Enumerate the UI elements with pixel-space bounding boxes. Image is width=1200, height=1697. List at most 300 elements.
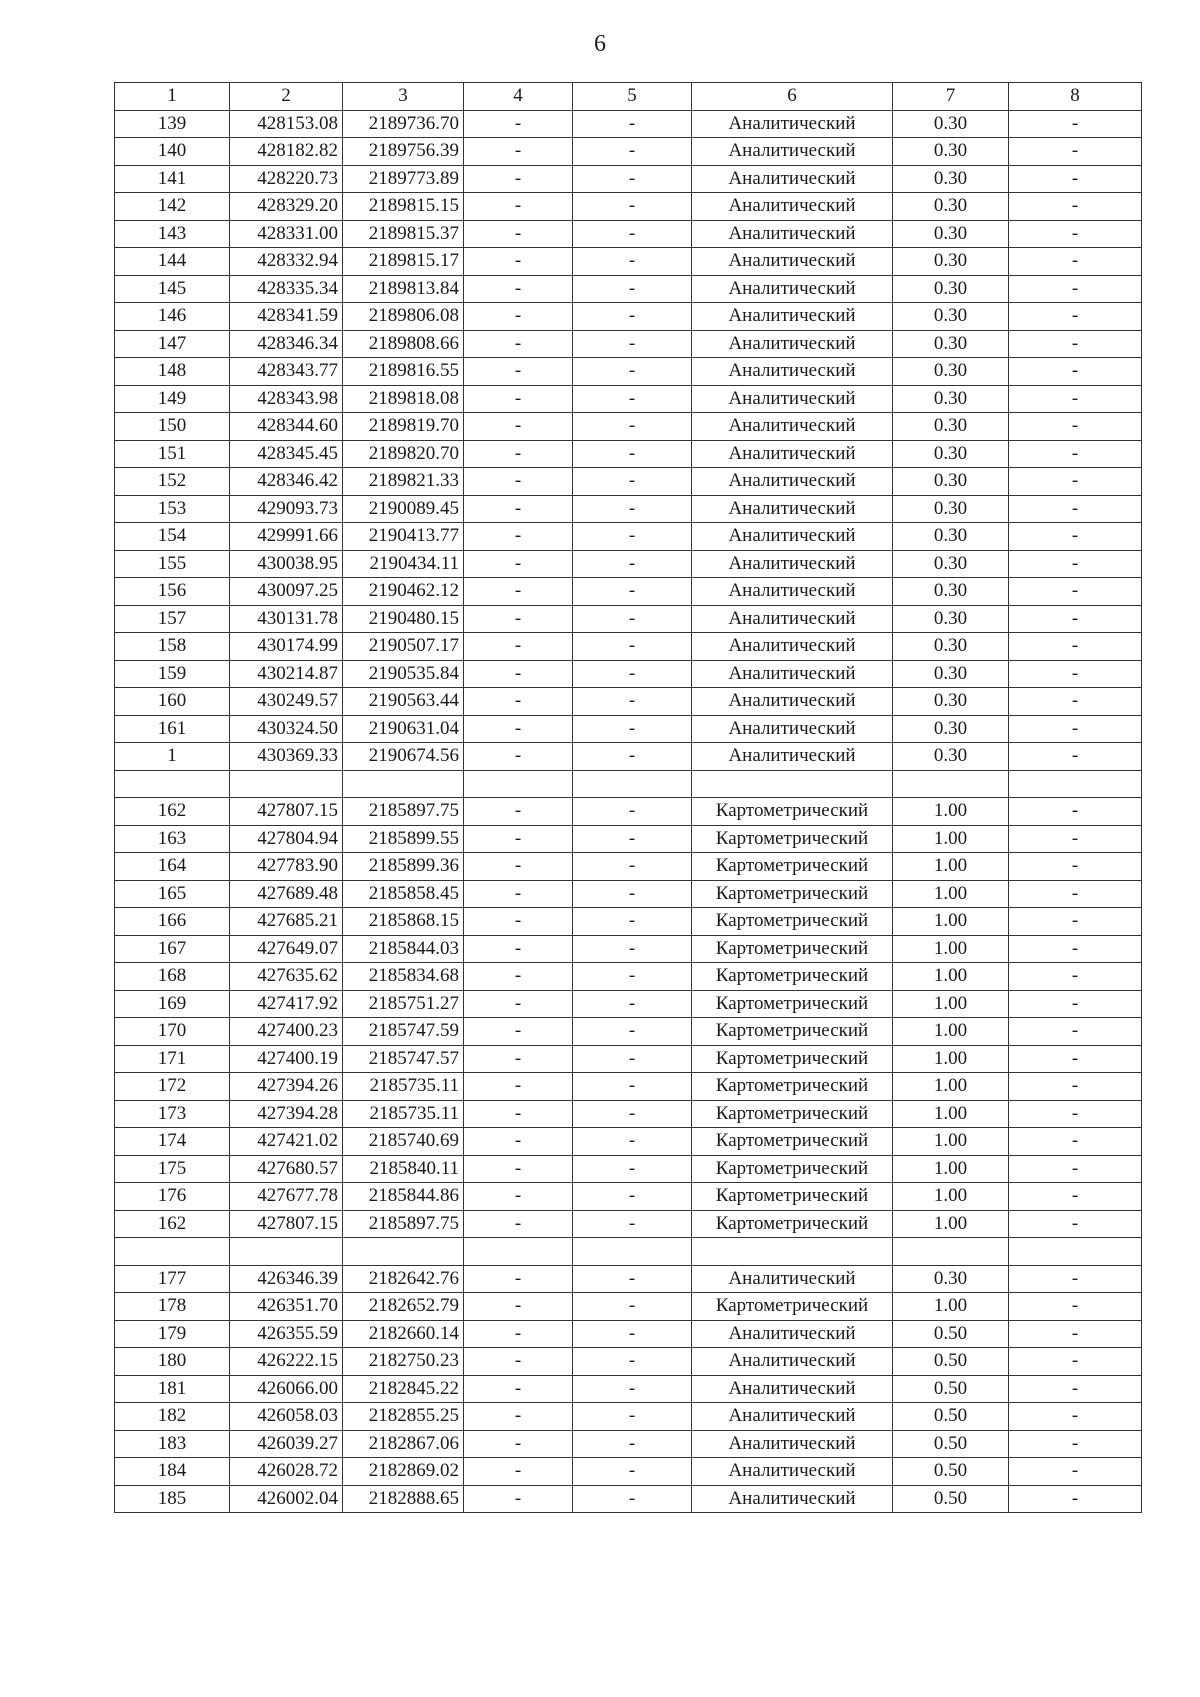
accuracy-cell: 1.00 xyxy=(893,853,1009,881)
accuracy-cell xyxy=(893,770,1009,798)
table-row xyxy=(115,853,1142,881)
accuracy-cell: 0.50 xyxy=(893,1485,1009,1513)
col-8-value-cell: - xyxy=(1009,165,1142,193)
col-8-value-cell: - xyxy=(1009,523,1142,551)
col-5-value-cell xyxy=(573,770,692,798)
accuracy-cell: 1.00 xyxy=(893,1183,1009,1211)
method-cell: Аналитический xyxy=(692,550,893,578)
point-number-cell: 154 xyxy=(115,523,230,551)
col-8-value-cell: - xyxy=(1009,110,1142,138)
col-5-value-cell: - xyxy=(573,110,692,138)
col-5-value-cell: - xyxy=(573,495,692,523)
point-number-cell: 157 xyxy=(115,605,230,633)
coord-x-cell: 430249.57 xyxy=(230,688,343,716)
col-5-value-cell: - xyxy=(573,908,692,936)
coord-x-cell: 426346.39 xyxy=(230,1265,343,1293)
table-row xyxy=(115,468,1142,496)
method-cell: Аналитический xyxy=(692,688,893,716)
col-4-value-cell: - xyxy=(464,303,573,331)
col-4-value-cell: - xyxy=(464,193,573,221)
coord-x-cell: 426066.00 xyxy=(230,1375,343,1403)
col-8-value-cell: - xyxy=(1009,853,1142,881)
table-row xyxy=(115,825,1142,853)
coord-y-cell: 2182867.06 xyxy=(343,1430,464,1458)
coord-y-cell: 2190535.84 xyxy=(343,660,464,688)
method-cell: Картометрический xyxy=(692,1155,893,1183)
col-8-value-cell: - xyxy=(1009,990,1142,1018)
table-row xyxy=(115,1375,1142,1403)
coord-y-cell: 2189815.15 xyxy=(343,193,464,221)
method-cell: Аналитический xyxy=(692,138,893,166)
accuracy-cell: 0.30 xyxy=(893,138,1009,166)
col-4-value-cell: - xyxy=(464,1403,573,1431)
coord-y-cell: 2185844.86 xyxy=(343,1183,464,1211)
point-number-cell: 169 xyxy=(115,990,230,1018)
coord-y-cell xyxy=(343,770,464,798)
col-4-value-cell: - xyxy=(464,523,573,551)
col-5-value-cell: - xyxy=(573,440,692,468)
col-4-value-cell: - xyxy=(464,138,573,166)
accuracy-cell: 1.00 xyxy=(893,1073,1009,1101)
table-row xyxy=(115,303,1142,331)
point-number-cell: 144 xyxy=(115,248,230,276)
coord-x-cell: 428329.20 xyxy=(230,193,343,221)
header-cell: 5 xyxy=(573,83,692,111)
coord-x-cell: 429991.66 xyxy=(230,523,343,551)
method-cell: Картометрический xyxy=(692,908,893,936)
col-4-value-cell: - xyxy=(464,935,573,963)
method-cell: Картометрический xyxy=(692,1183,893,1211)
accuracy-cell: 1.00 xyxy=(893,1128,1009,1156)
table-row xyxy=(115,523,1142,551)
col-8-value-cell: - xyxy=(1009,440,1142,468)
col-5-value-cell: - xyxy=(573,1458,692,1486)
table-row xyxy=(115,1293,1142,1321)
col-8-value-cell: - xyxy=(1009,358,1142,386)
col-5-value-cell: - xyxy=(573,963,692,991)
col-4-value-cell xyxy=(464,770,573,798)
table-row xyxy=(115,1348,1142,1376)
col-4-value-cell: - xyxy=(464,358,573,386)
col-4-value-cell: - xyxy=(464,1045,573,1073)
coord-y-cell: 2189820.70 xyxy=(343,440,464,468)
method-cell: Картометрический xyxy=(692,853,893,881)
point-number-cell: 153 xyxy=(115,495,230,523)
col-5-value-cell: - xyxy=(573,1210,692,1238)
method-cell: Аналитический xyxy=(692,605,893,633)
coord-y-cell: 2189821.33 xyxy=(343,468,464,496)
method-cell: Картометрический xyxy=(692,1210,893,1238)
coord-x-cell: 427394.28 xyxy=(230,1100,343,1128)
coord-y-cell: 2189808.66 xyxy=(343,330,464,358)
point-number-cell: 143 xyxy=(115,220,230,248)
col-8-value-cell: - xyxy=(1009,248,1142,276)
point-number-cell: 141 xyxy=(115,165,230,193)
coord-y-cell: 2185735.11 xyxy=(343,1100,464,1128)
col-5-value-cell: - xyxy=(573,1128,692,1156)
point-number-cell: 181 xyxy=(115,1375,230,1403)
col-5-value-cell: - xyxy=(573,605,692,633)
col-4-value-cell: - xyxy=(464,880,573,908)
col-8-value-cell: - xyxy=(1009,935,1142,963)
coord-x-cell xyxy=(230,770,343,798)
coord-y-cell: 2185897.75 xyxy=(343,1210,464,1238)
col-4-value-cell: - xyxy=(464,605,573,633)
table-row xyxy=(115,220,1142,248)
accuracy-cell: 0.30 xyxy=(893,633,1009,661)
accuracy-cell: 0.30 xyxy=(893,550,1009,578)
col-5-value-cell: - xyxy=(573,743,692,771)
point-number-cell: 142 xyxy=(115,193,230,221)
coord-y-cell: 2185844.03 xyxy=(343,935,464,963)
coord-y-cell: 2185899.55 xyxy=(343,825,464,853)
coord-x-cell: 427807.15 xyxy=(230,1210,343,1238)
point-number-cell: 184 xyxy=(115,1458,230,1486)
table-row xyxy=(115,990,1142,1018)
col-4-value-cell: - xyxy=(464,165,573,193)
coord-y-cell: 2185834.68 xyxy=(343,963,464,991)
col-4-value-cell: - xyxy=(464,220,573,248)
table-row xyxy=(115,550,1142,578)
point-number-cell: 150 xyxy=(115,413,230,441)
col-5-value-cell: - xyxy=(573,248,692,276)
col-4-value-cell: - xyxy=(464,798,573,826)
point-number-cell: 164 xyxy=(115,853,230,881)
table-row xyxy=(115,688,1142,716)
method-cell: Аналитический xyxy=(692,1403,893,1431)
col-5-value-cell: - xyxy=(573,1155,692,1183)
header-cell: 4 xyxy=(464,83,573,111)
col-5-value-cell: - xyxy=(573,550,692,578)
coord-x-cell: 428344.60 xyxy=(230,413,343,441)
accuracy-cell: 0.50 xyxy=(893,1403,1009,1431)
point-number-cell: 170 xyxy=(115,1018,230,1046)
col-8-value-cell: - xyxy=(1009,1485,1142,1513)
table-row xyxy=(115,385,1142,413)
table-row xyxy=(115,1018,1142,1046)
coord-x-cell: 428343.98 xyxy=(230,385,343,413)
method-cell: Аналитический xyxy=(692,303,893,331)
col-4-value-cell: - xyxy=(464,1265,573,1293)
header-cell: 8 xyxy=(1009,83,1142,111)
col-8-value-cell: - xyxy=(1009,1293,1142,1321)
accuracy-cell: 0.30 xyxy=(893,523,1009,551)
coord-x-cell: 426039.27 xyxy=(230,1430,343,1458)
col-4-value-cell: - xyxy=(464,550,573,578)
accuracy-cell: 1.00 xyxy=(893,798,1009,826)
col-8-value-cell: - xyxy=(1009,1210,1142,1238)
point-number-cell: 159 xyxy=(115,660,230,688)
coord-y-cell: 2185740.69 xyxy=(343,1128,464,1156)
col-8-value-cell: - xyxy=(1009,330,1142,358)
point-number-cell: 185 xyxy=(115,1485,230,1513)
coord-y-cell: 2182869.02 xyxy=(343,1458,464,1486)
table-header xyxy=(115,83,1142,111)
coord-x-cell: 428341.59 xyxy=(230,303,343,331)
col-8-value-cell: - xyxy=(1009,1348,1142,1376)
method-cell: Аналитический xyxy=(692,413,893,441)
coord-y-cell: 2182660.14 xyxy=(343,1320,464,1348)
point-number-cell: 167 xyxy=(115,935,230,963)
coord-y-cell: 2185735.11 xyxy=(343,1073,464,1101)
header-row xyxy=(115,83,1142,111)
coord-x-cell: 426002.04 xyxy=(230,1485,343,1513)
col-5-value-cell: - xyxy=(573,385,692,413)
method-cell: Аналитический xyxy=(692,1348,893,1376)
col-8-value-cell: - xyxy=(1009,743,1142,771)
coord-x-cell: 427394.26 xyxy=(230,1073,343,1101)
col-8-value-cell: - xyxy=(1009,1128,1142,1156)
col-4-value-cell: - xyxy=(464,1458,573,1486)
col-5-value-cell: - xyxy=(573,1403,692,1431)
col-5-value-cell: - xyxy=(573,1073,692,1101)
method-cell: Аналитический xyxy=(692,275,893,303)
table-row xyxy=(115,248,1142,276)
table-row xyxy=(115,413,1142,441)
col-5-value-cell: - xyxy=(573,1100,692,1128)
method-cell: Картометрический xyxy=(692,963,893,991)
accuracy-cell: 1.00 xyxy=(893,880,1009,908)
coord-x-cell: 427421.02 xyxy=(230,1128,343,1156)
col-4-value-cell: - xyxy=(464,1375,573,1403)
col-5-value-cell: - xyxy=(573,1375,692,1403)
accuracy-cell: 0.30 xyxy=(893,605,1009,633)
accuracy-cell: 0.30 xyxy=(893,248,1009,276)
coord-x-cell: 427807.15 xyxy=(230,798,343,826)
col-8-value-cell: - xyxy=(1009,825,1142,853)
coord-y-cell: 2182642.76 xyxy=(343,1265,464,1293)
coord-x-cell: 428331.00 xyxy=(230,220,343,248)
col-5-value-cell: - xyxy=(573,1018,692,1046)
accuracy-cell: 0.50 xyxy=(893,1320,1009,1348)
coord-x-cell: 426222.15 xyxy=(230,1348,343,1376)
point-number-cell: 149 xyxy=(115,385,230,413)
col-8-value-cell: - xyxy=(1009,275,1142,303)
coord-x-cell: 427400.19 xyxy=(230,1045,343,1073)
col-4-value-cell: - xyxy=(464,248,573,276)
coord-y-cell: 2185858.45 xyxy=(343,880,464,908)
coord-y-cell: 2185747.57 xyxy=(343,1045,464,1073)
col-8-value-cell: - xyxy=(1009,715,1142,743)
method-cell: Аналитический xyxy=(692,110,893,138)
coord-y-cell: 2190674.56 xyxy=(343,743,464,771)
header-cell: 2 xyxy=(230,83,343,111)
point-number-cell: 162 xyxy=(115,1210,230,1238)
table-row xyxy=(115,1128,1142,1156)
accuracy-cell: 0.30 xyxy=(893,578,1009,606)
point-number-cell xyxy=(115,1238,230,1266)
method-cell: Аналитический xyxy=(692,633,893,661)
col-4-value-cell: - xyxy=(464,1430,573,1458)
coord-x-cell: 427689.48 xyxy=(230,880,343,908)
col-8-value-cell: - xyxy=(1009,495,1142,523)
col-8-value-cell: - xyxy=(1009,1430,1142,1458)
coord-y-cell: 2182888.65 xyxy=(343,1485,464,1513)
method-cell: Аналитический xyxy=(692,220,893,248)
accuracy-cell: 1.00 xyxy=(893,963,1009,991)
col-5-value-cell: - xyxy=(573,1293,692,1321)
coord-x-cell: 430174.99 xyxy=(230,633,343,661)
coord-x-cell: 428332.94 xyxy=(230,248,343,276)
accuracy-cell: 0.50 xyxy=(893,1458,1009,1486)
col-4-value-cell: - xyxy=(464,1348,573,1376)
col-4-value-cell: - xyxy=(464,715,573,743)
coord-y-cell: 2182845.22 xyxy=(343,1375,464,1403)
col-5-value-cell: - xyxy=(573,165,692,193)
col-5-value-cell: - xyxy=(573,1183,692,1211)
col-5-value-cell: - xyxy=(573,853,692,881)
point-number-cell: 175 xyxy=(115,1155,230,1183)
method-cell: Картометрический xyxy=(692,990,893,1018)
col-4-value-cell: - xyxy=(464,1018,573,1046)
col-4-value-cell: - xyxy=(464,468,573,496)
table-row xyxy=(115,110,1142,138)
accuracy-cell: 0.30 xyxy=(893,413,1009,441)
point-number-cell: 166 xyxy=(115,908,230,936)
table-row xyxy=(115,193,1142,221)
col-5-value-cell: - xyxy=(573,1430,692,1458)
col-5-value-cell: - xyxy=(573,523,692,551)
accuracy-cell: 0.30 xyxy=(893,688,1009,716)
coord-y-cell: 2190089.45 xyxy=(343,495,464,523)
point-number-cell: 179 xyxy=(115,1320,230,1348)
accuracy-cell: 0.50 xyxy=(893,1375,1009,1403)
table-row xyxy=(115,1100,1142,1128)
col-4-value-cell: - xyxy=(464,908,573,936)
table-row xyxy=(115,715,1142,743)
point-number-cell: 173 xyxy=(115,1100,230,1128)
coord-y-cell: 2182652.79 xyxy=(343,1293,464,1321)
accuracy-cell: 0.30 xyxy=(893,303,1009,331)
col-8-value-cell: - xyxy=(1009,578,1142,606)
coord-y-cell: 2185840.11 xyxy=(343,1155,464,1183)
accuracy-cell: 1.00 xyxy=(893,825,1009,853)
col-8-value-cell: - xyxy=(1009,633,1142,661)
accuracy-cell: 0.30 xyxy=(893,358,1009,386)
col-5-value-cell: - xyxy=(573,798,692,826)
accuracy-cell: 0.30 xyxy=(893,330,1009,358)
method-cell: Аналитический xyxy=(692,523,893,551)
accuracy-cell: 0.30 xyxy=(893,1265,1009,1293)
method-cell: Картометрический xyxy=(692,1293,893,1321)
point-number-cell xyxy=(115,770,230,798)
page-number: 6 xyxy=(594,31,606,57)
col-8-value-cell: - xyxy=(1009,303,1142,331)
coord-y-cell xyxy=(343,1238,464,1266)
method-cell: Аналитический xyxy=(692,1265,893,1293)
col-8-value-cell: - xyxy=(1009,1073,1142,1101)
table-row xyxy=(115,908,1142,936)
col-5-value-cell: - xyxy=(573,633,692,661)
col-8-value-cell: - xyxy=(1009,660,1142,688)
separator-row xyxy=(115,1238,1142,1266)
header-cell: 1 xyxy=(115,83,230,111)
method-cell: Аналитический xyxy=(692,1458,893,1486)
header-cell: 3 xyxy=(343,83,464,111)
table-row xyxy=(115,605,1142,633)
point-number-cell: 152 xyxy=(115,468,230,496)
table-row xyxy=(115,495,1142,523)
method-cell: Аналитический xyxy=(692,165,893,193)
point-number-cell: 151 xyxy=(115,440,230,468)
method-cell: Картометрический xyxy=(692,1128,893,1156)
coord-x-cell: 426351.70 xyxy=(230,1293,343,1321)
coord-x-cell xyxy=(230,1238,343,1266)
col-5-value-cell: - xyxy=(573,193,692,221)
method-cell: Аналитический xyxy=(692,495,893,523)
table-row xyxy=(115,798,1142,826)
coord-y-cell: 2182855.25 xyxy=(343,1403,464,1431)
col-5-value-cell: - xyxy=(573,468,692,496)
table-row xyxy=(115,660,1142,688)
col-8-value-cell: - xyxy=(1009,1155,1142,1183)
coord-x-cell: 427400.23 xyxy=(230,1018,343,1046)
accuracy-cell: 0.30 xyxy=(893,220,1009,248)
point-number-cell: 178 xyxy=(115,1293,230,1321)
point-number-cell: 146 xyxy=(115,303,230,331)
table-row xyxy=(115,1155,1142,1183)
col-4-value-cell: - xyxy=(464,1155,573,1183)
col-4-value-cell: - xyxy=(464,495,573,523)
col-8-value-cell: - xyxy=(1009,1265,1142,1293)
coord-x-cell: 427417.92 xyxy=(230,990,343,1018)
col-4-value-cell: - xyxy=(464,1320,573,1348)
col-4-value-cell: - xyxy=(464,110,573,138)
coord-y-cell: 2190631.04 xyxy=(343,715,464,743)
accuracy-cell: 0.50 xyxy=(893,1430,1009,1458)
method-cell: Аналитический xyxy=(692,330,893,358)
col-4-value-cell: - xyxy=(464,413,573,441)
method-cell: Аналитический xyxy=(692,1320,893,1348)
col-4-value-cell: - xyxy=(464,385,573,413)
col-8-value-cell: - xyxy=(1009,1458,1142,1486)
table-row xyxy=(115,1210,1142,1238)
method-cell: Картометрический xyxy=(692,880,893,908)
table-row xyxy=(115,1320,1142,1348)
method-cell xyxy=(692,770,893,798)
col-8-value-cell: - xyxy=(1009,1018,1142,1046)
col-5-value-cell: - xyxy=(573,220,692,248)
coord-y-cell: 2189736.70 xyxy=(343,110,464,138)
table-row xyxy=(115,1045,1142,1073)
col-5-value-cell: - xyxy=(573,990,692,1018)
point-number-cell: 174 xyxy=(115,1128,230,1156)
method-cell: Аналитический xyxy=(692,1430,893,1458)
table-row xyxy=(115,1183,1142,1211)
method-cell: Аналитический xyxy=(692,715,893,743)
point-number-cell: 139 xyxy=(115,110,230,138)
col-8-value-cell: - xyxy=(1009,1403,1142,1431)
table-row xyxy=(115,743,1142,771)
method-cell: Аналитический xyxy=(692,660,893,688)
col-8-value-cell xyxy=(1009,770,1142,798)
col-4-value-cell: - xyxy=(464,688,573,716)
separator-row xyxy=(115,770,1142,798)
accuracy-cell: 1.00 xyxy=(893,1293,1009,1321)
col-4-value-cell: - xyxy=(464,330,573,358)
accuracy-cell: 1.00 xyxy=(893,990,1009,1018)
coord-x-cell: 430214.87 xyxy=(230,660,343,688)
method-cell: Аналитический xyxy=(692,358,893,386)
point-number-cell: 168 xyxy=(115,963,230,991)
point-number-cell: 161 xyxy=(115,715,230,743)
method-cell: Картометрический xyxy=(692,1045,893,1073)
col-5-value-cell: - xyxy=(573,1348,692,1376)
table-row xyxy=(115,165,1142,193)
col-4-value-cell: - xyxy=(464,1183,573,1211)
col-8-value-cell: - xyxy=(1009,193,1142,221)
col-8-value-cell: - xyxy=(1009,1100,1142,1128)
